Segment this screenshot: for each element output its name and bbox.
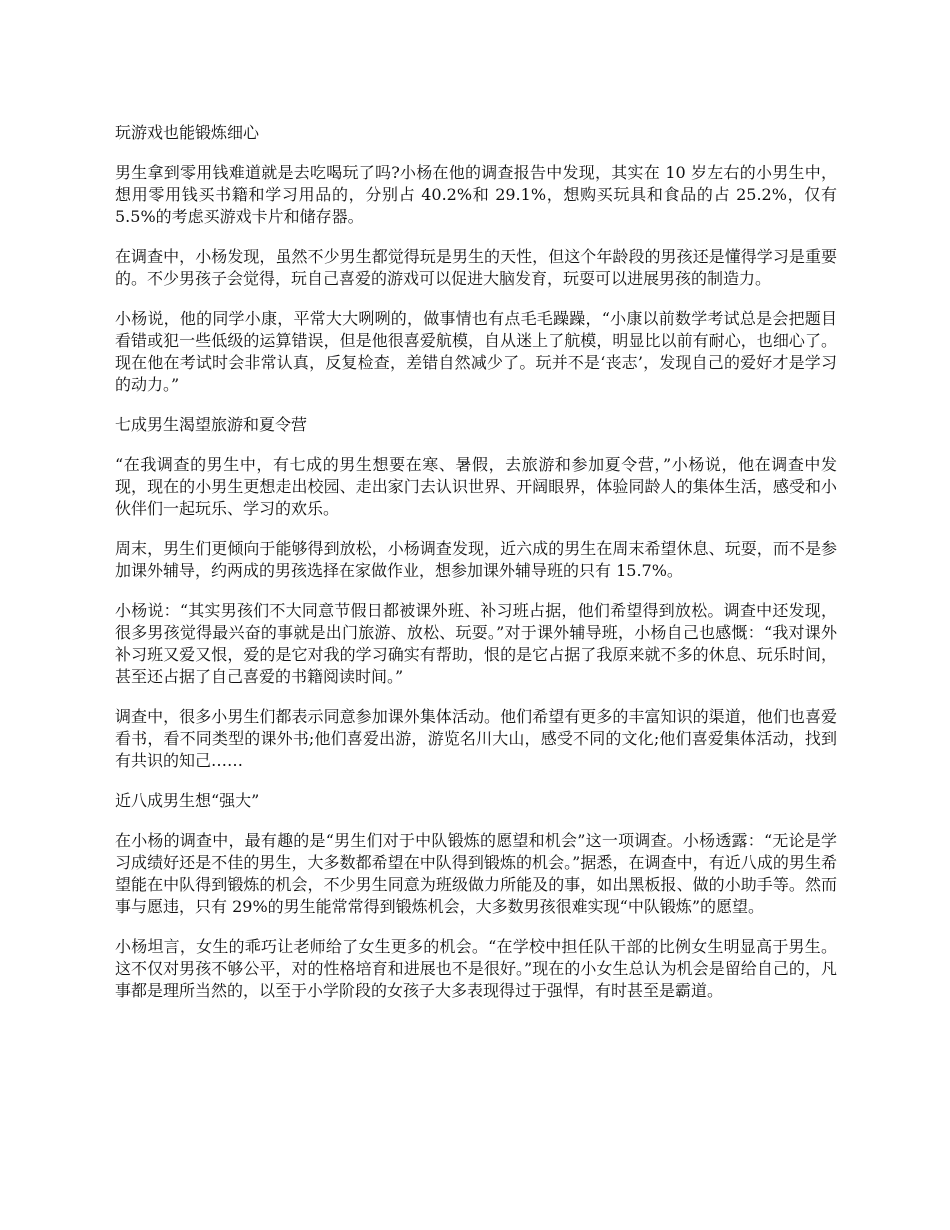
paragraph-summer-camp: “在我调查的男生中，有七成的男生想要在寒、暑假，去旅游和参加夏令营，”小杨说，他在调查中发现，现在的小男生更想走出校园、走出家门去认识世界、开阔眼界，体验同龄人的集体生活，感受和小伙伴们一起玩乐、学习的欢乐。 — [115, 455, 837, 518]
section-heading-games: 玩游戏也能锻炼细心 — [115, 123, 260, 142]
paragraph-squad-training: 在小杨的调查中，最有趣的是“男生们对于中队锻炼的愿望和机会”这一项调查。小杨透露：“无论是学习成绩好还是不佳的男生，大多数都希望在中队得到锻炼的机会。”据悉，在调查中，有近八成的男生希望能在中队得到锻炼的机会，不少男生同意为班级做力所能及的事，如出黑板报、做的小助手等。然而事与愿违，只有 29%的男生能常常得到锻炼机会，大多数男孩很难实现“中队锻炼”的愿望。 — [115, 831, 837, 916]
paragraph-activities: 调查中，很多小男生们都表示同意参加课外集体活动。他们希望有更多的丰富知识的渠道，他们也喜爱看书，看不同类型的课外书;他们喜爱出游，游览名川大山，感受不同的文化;他们喜爱集体活动，找到有共识的知己…… — [115, 707, 837, 770]
paragraph-pocket-money: 男生拿到零用钱难道就是去吃喝玩了吗?小杨在他的调查报告中发现，其实在 10 岁左右的小男生中，想用零用钱买书籍和学习用品的，分别占 40.2%和 29.1%，想购买玩具和食品的占 25.2%，仅有 5.5%的考虑买游戏卡片和储存器。 — [115, 163, 837, 226]
paragraph-xiaokang: 小杨说，他的同学小康，平常大大咧咧的，做事情也有点毛毛躁躁，“小康以前数学考试总是会把题目看错或犯一些低级的运算错误，但是他很喜爱航模，自从迷上了航模，明显比以前有耐心，也细心了。现在他在考试时会非常认真，反复检查，差错自然减少了。玩并不是‘丧志’，发现自己的爱好才是学习的动力。” — [115, 309, 837, 394]
document-page — [115, 122, 837, 1020]
paragraph-weekend: 周末，男生们更倾向于能够得到放松，小杨调查发现，近六成的男生在周末希望休息、玩耍，而不是参加课外辅导，约两成的男孩选择在家做作业，想参加课外辅导班的只有 15.7%。 — [115, 539, 837, 580]
paragraph-girls: 小杨坦言，女生的乖巧让老师给了女生更多的机会。“在学校中担任队干部的比例女生明显高于男生。这不仅对男孩不够公平，对的性格培育和进展也不是很好。”现在的小女生总认为机会是留给自己的，凡事都是理所当然的，以至于小学阶段的女孩子大多表现得过于强悍，有时甚至是霸道。 — [115, 937, 837, 1000]
section-heading-strong: 近八成男生想“强大” — [115, 791, 260, 810]
paragraph-tutoring: 小杨说：“其实男孩们不大同意节假日都被课外班、补习班占据，他们希望得到放松。调查中还发现，很多男孩觉得最兴奋的事就是出门旅游、放松、玩耍。”对于课外辅导班，小杨自己也感慨：“我对课外补习班又爱又恨，爱的是它对我的学习确实有帮助，恨的是它占据了我原来就不多的休息、玩乐时间，甚至还占据了自己喜爱的书籍阅读时间。” — [115, 601, 837, 686]
paragraph-play-nature: 在调查中，小杨发现，虽然不少男生都觉得玩是男生的天性，但这个年龄段的男孩还是懂得学习是重要的。不少男孩子会觉得，玩自己喜爱的游戏可以促进大脑发育，玩耍可以进展男孩的制造力。 — [115, 247, 837, 288]
section-heading-travel: 七成男生渴望旅游和夏令营 — [115, 415, 308, 434]
